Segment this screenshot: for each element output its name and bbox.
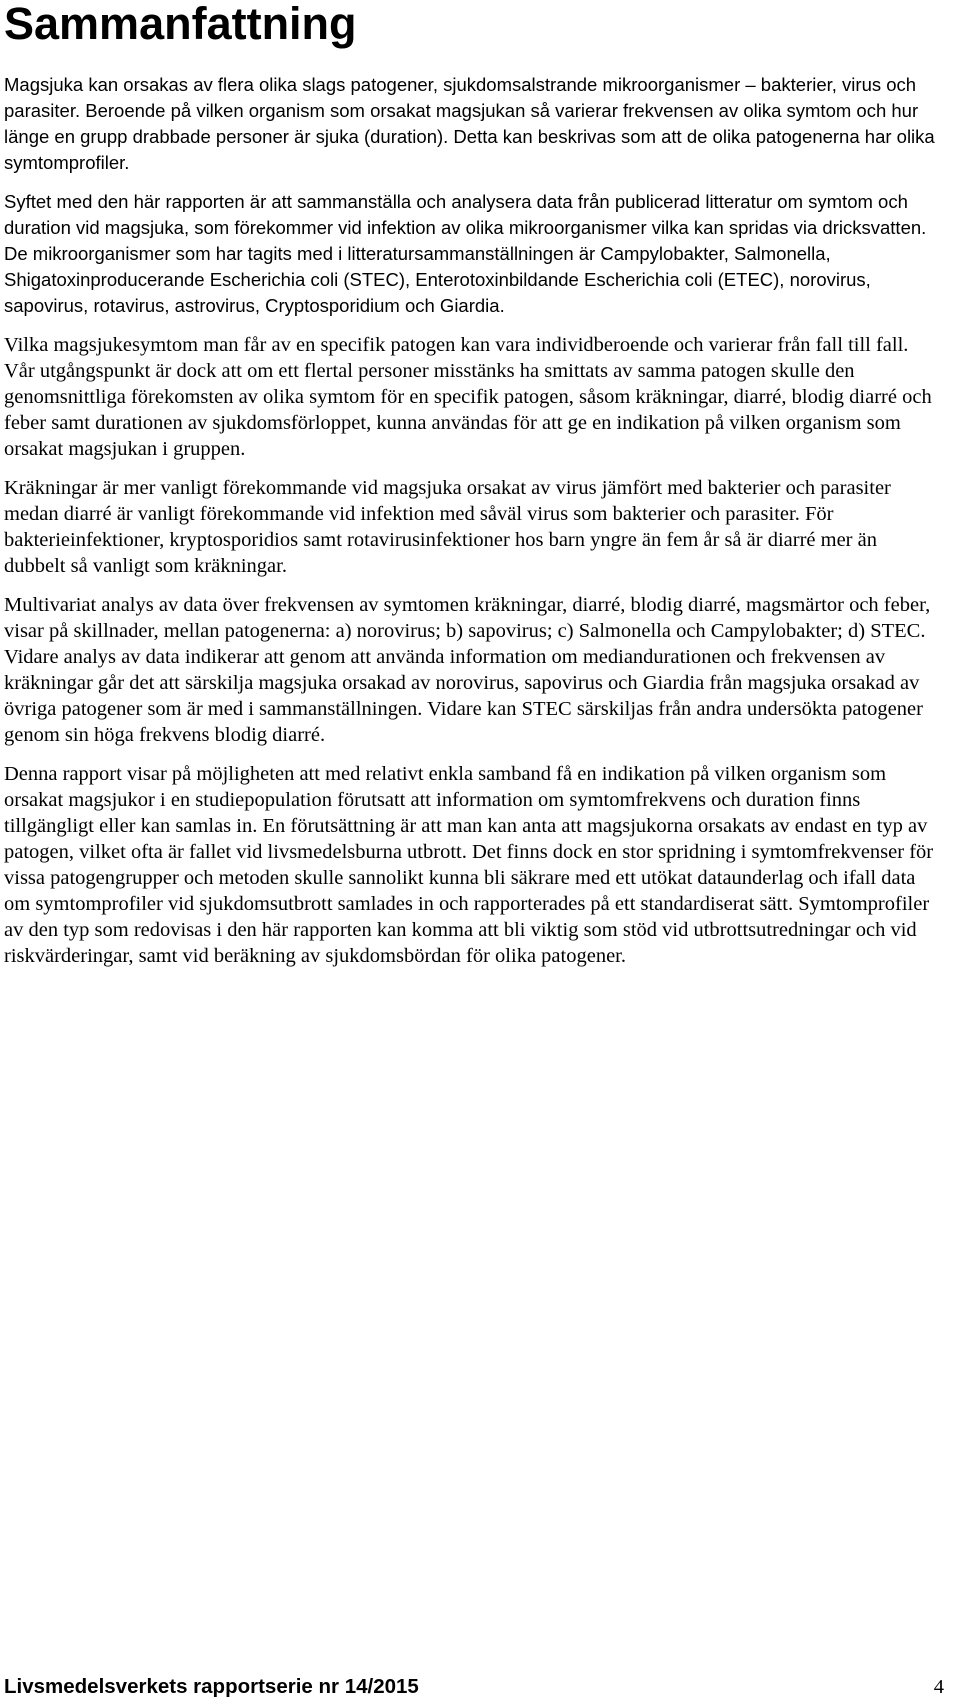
paragraph-multivariate-analysis: Multivariat analys av data över frekvensen av symtomen kräkningar, diarré, blodig diarré, magsmärtor och feber, visar på skillnader, mellan patogenerna: a) norovirus; b) sapovirus; c) Salmonella och Campylobakter; d) STEC. Vidare analys av data indikerar att genom att använda information om mediandurationen och frekvensen av kräkningar går det att särskilja magsjuka orsakad av norovirus, sapovirus och Giardia från magsjuka orsakad av övriga patogener som är med i sammanställningen. Vidare kan STEC särskiljas från andra undersökta patogener genom sin höga frekvens blodig diarré.: [4, 594, 931, 746]
page-number: 4: [933, 1676, 944, 1698]
paragraph-conclusion: Denna rapport visar på möjligheten att med relativt enkla samband få en indikation på vilken organism som orsakat magsjukor i en studiepopulation förutsatt att information om symtomfrekvens och duration finns tillgängligt eller kan samlas in. En förutsättning är att man kan anta att magsjukorna orsakats av endast en typ av patogen, vilket ofta är fallet vid livsmedelsburna utbrott. Det finns dock en stor spridning i symtomfrekvenser för vissa patogengrupper och metoden skulle sannolikt kunna bli säkrare med ett utökat dataunderlag och ifall data om symtomprofiler vid sjukdomsutbrott samlades in och rapporterades på ett standardiserat sätt. Symtomprofiler av den typ som redovisas i den här rapporten kan komma att bli viktig som stöd vid utbrottsutredningar och vid riskvärderingar, samt vid beräkning av sjukdomsbördan för olika patogener.: [4, 763, 934, 967]
summary-body: [4, 72, 936, 982]
page-title: Sammanfattning: [4, 0, 357, 49]
paragraph-symptoms: Vilka magsjukesymtom man får av en specifik patogen kan vara individberoende och varierar från fall till fall. Vår utgångspunkt är dock att om ett flertal personer misstänks ha smittats av samma patogen skulle den genomsnittliga förekomsten av olika symtom för en specifik patogen, såsom kräkningar, diarré, blodig diarré och feber samt durationen av sjukdomsförloppet, kunna användas för att ge en indikation på vilken organism som orsakat magsjukan i gruppen.: [4, 334, 932, 460]
page-footer: [4, 1674, 944, 1700]
report-series-label: Livsmedelsverkets rapportserie nr 14/2015: [4, 1675, 419, 1698]
paragraph-intro: Magsjuka kan orsakas av flera olika slags patogener, sjukdomsalstrande mikroorganismer – bakterier, virus och parasiter. Beroende på vilken organism som orsakat magsjukan så varierar frekvensen av olika symtom och hur länge en grupp drabbade personer är sjuka (duration). Detta kan beskrivas som att de olika patogenerna har olika symtomprofiler.: [4, 74, 935, 173]
paragraph-purpose: Syftet med den här rapporten är att sammanställa och analysera data från publicerad litteratur om symtom och duration vid magsjuka, som förekommer vid infektion av olika mikroorganismer vilka kan spridas via dricksvatten. De mikroorganismer som har tagits med i litteratursammanställningen är Campylobakter, Salmonella, Shigatoxinproducerande Escherichia coli (STEC), Enterotoxinbildande Escherichia coli (ETEC), norovirus, sapovirus, rotavirus, astrovirus, Cryptosporidium och Giardia.: [4, 191, 927, 316]
paragraph-vomiting-diarrhea: Kräkningar är mer vanligt förekommande vid magsjuka orsakat av virus jämfört med bakterier och parasiter medan diarré är vanligt förekommande vid infektion med såväl virus som bakterier och parasiter. För bakterieinfektioner, kryptosporidios samt rotavirusinfektioner hos barn yngre än fem år så är diarré mer än dubbelt så vanligt som kräkningar.: [4, 477, 891, 577]
